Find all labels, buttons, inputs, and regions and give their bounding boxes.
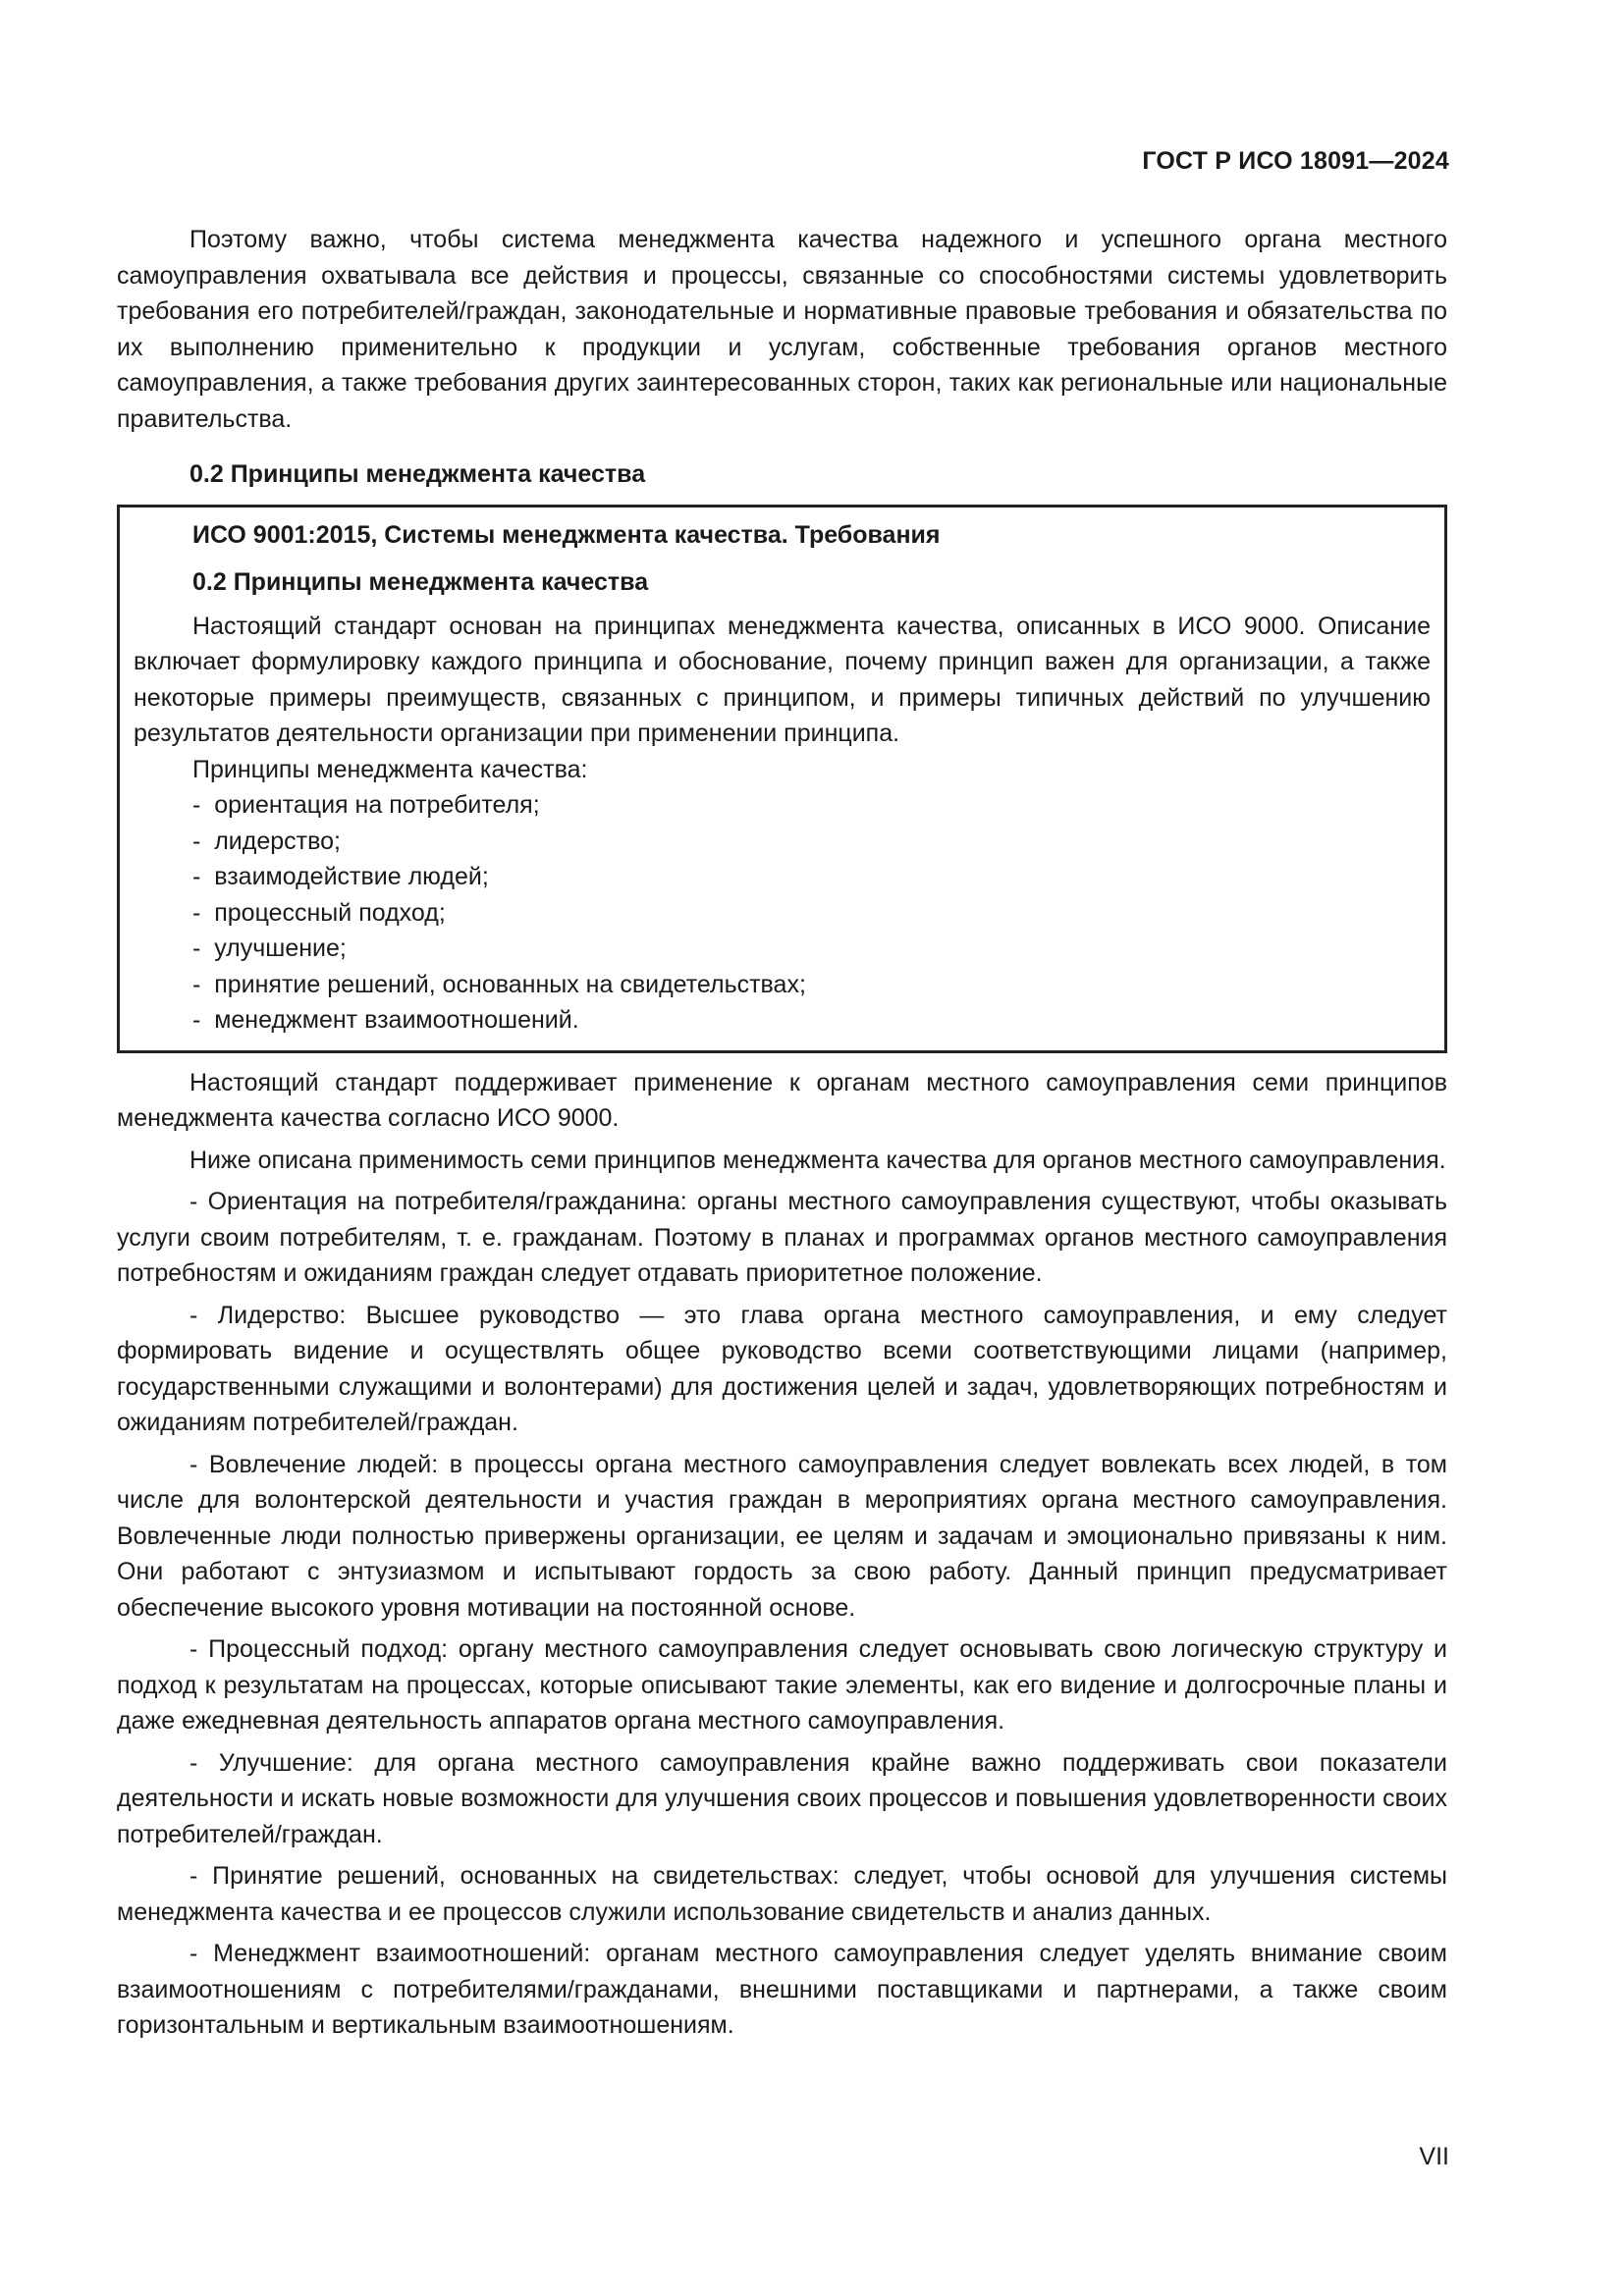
box-title: ИСО 9001:2015, Системы менеджмента качества. Требования <box>192 520 941 549</box>
body-paragraph: - Улучшение: для органа местного самоуправления крайне важно поддерживать свои показатели деятельности и искать новые возможности для улучшения своих процессов и повышения удовлетворенности своих потребителей/граждан. <box>117 1748 1447 1848</box>
document-id-header: ГОСТ Р ИСО 18091—2024 <box>1142 147 1449 175</box>
list-item: - взаимодействие людей; <box>134 859 1431 895</box>
section-heading: 0.2 Принципы менеджмента качества <box>189 460 646 488</box>
principles-list <box>134 787 1431 1039</box>
body-paragraph: - Принятие решений, основанных на свидетельствах: следует, чтобы основой для улучшения системы менеджмента качества и ее процессов служили использование свидетельств и анализ данных. <box>117 1862 1447 1926</box>
page-content <box>117 222 1447 2044</box>
list-item: - лидерство; <box>134 824 1431 860</box>
page-number: VII <box>1419 2143 1449 2170</box>
body-paragraph: Настоящий стандарт поддерживает применение к органам местного самоуправления семи принципов менеджмента качества согласно ИСО 9000. <box>117 1068 1447 1132</box>
body-paragraph: - Лидерство: Высшее руководство — это глава органа местного самоуправления, и ему следует формировать видение и осуществлять общее руководство всеми соответствующими лицами (например, государственными служащими и волонтерами) для достижения целей и задач, удовлетворяющих потребностям и ожиданиям потребителей/граждан. <box>117 1301 1447 1436</box>
intro-paragraph: Поэтому важно, чтобы система менеджмента качества надежного и успешного органа местного самоуправления охватывала все действия и процессы, связанные со способностями системы удовлетворить требования его потребителей/граждан, законодательные и нормативные правовые требования и обязательства по их выполнению применительно к продукции и услугам, собственные требования органов местного самоуправления, а также требования других заинтересованных сторон, таких как региональные или национальные правительства. <box>117 226 1447 433</box>
box-paragraph: Настоящий стандарт основан на принципах менеджмента качества, описанных в ИСО 9000. Описание включает формулировку каждого принципа и обоснование, почему принцип важен для организации, а также некоторые примеры преимуществ, связанных с принципом, и примеры типичных действий по улучшению результатов деятельности организации при применении принципа. <box>134 612 1431 747</box>
body-paragraph: - Менеджмент взаимоотношений: органам местного самоуправления следует уделять внимание своим взаимоотношениям с потребителями/гражданами, внешними поставщиками и партнерами, а также своим горизонтальным и вертикальным взаимоотношениям. <box>117 1940 1447 2039</box>
body-paragraph: Ниже описана применимость семи принципов менеджмента качества для органов местного самоуправления. <box>189 1146 1446 1174</box>
box-subheading: 0.2 Принципы менеджмента качества <box>192 568 649 596</box>
box-list-intro: Принципы менеджмента качества: <box>192 755 588 783</box>
list-item: - процессный подход; <box>134 895 1431 932</box>
list-item: - ориентация на потребителя; <box>134 787 1431 824</box>
list-item: - улучшение; <box>134 931 1431 967</box>
body-paragraph: - Процессный подход: органу местного самоуправления следует основывать свою логическую структуру и подход к результатам на процессах, которые описывают такие элементы, как его видение и долгосрочные планы и даже ежедневная деятельность аппаратов органа местного самоуправления. <box>117 1635 1447 1735</box>
quoted-standard-box <box>117 505 1447 1053</box>
body-paragraph: - Ориентация на потребителя/гражданина: органы местного самоуправления существуют, чтобы оказывать услуги своим потребителям, т. е. гражданам. Поэтому в планах и программах органов местного самоуправления потребностям и ожиданиям граждан следует отдавать приоритетное положение. <box>117 1188 1447 1287</box>
body-paragraph: - Вовлечение людей: в процессы органа местного самоуправления следует вовлекать всех людей, в том числе для волонтерской деятельности и участия граждан в мероприятиях органа местного самоуправления. Вовлеченные люди полностью привержены организации, ее целям и задачам и эмоционально привязаны к ним. Они работают с энтузиазмом и испытывают гордость за свою работу. Данный принцип предусматривает обеспечение высокого уровня мотивации на постоянной основе. <box>117 1450 1447 1622</box>
list-item: - принятие решений, основанных на свидетельствах; <box>134 967 1431 1003</box>
list-item: - менеджмент взаимоотношений. <box>134 1002 1431 1039</box>
